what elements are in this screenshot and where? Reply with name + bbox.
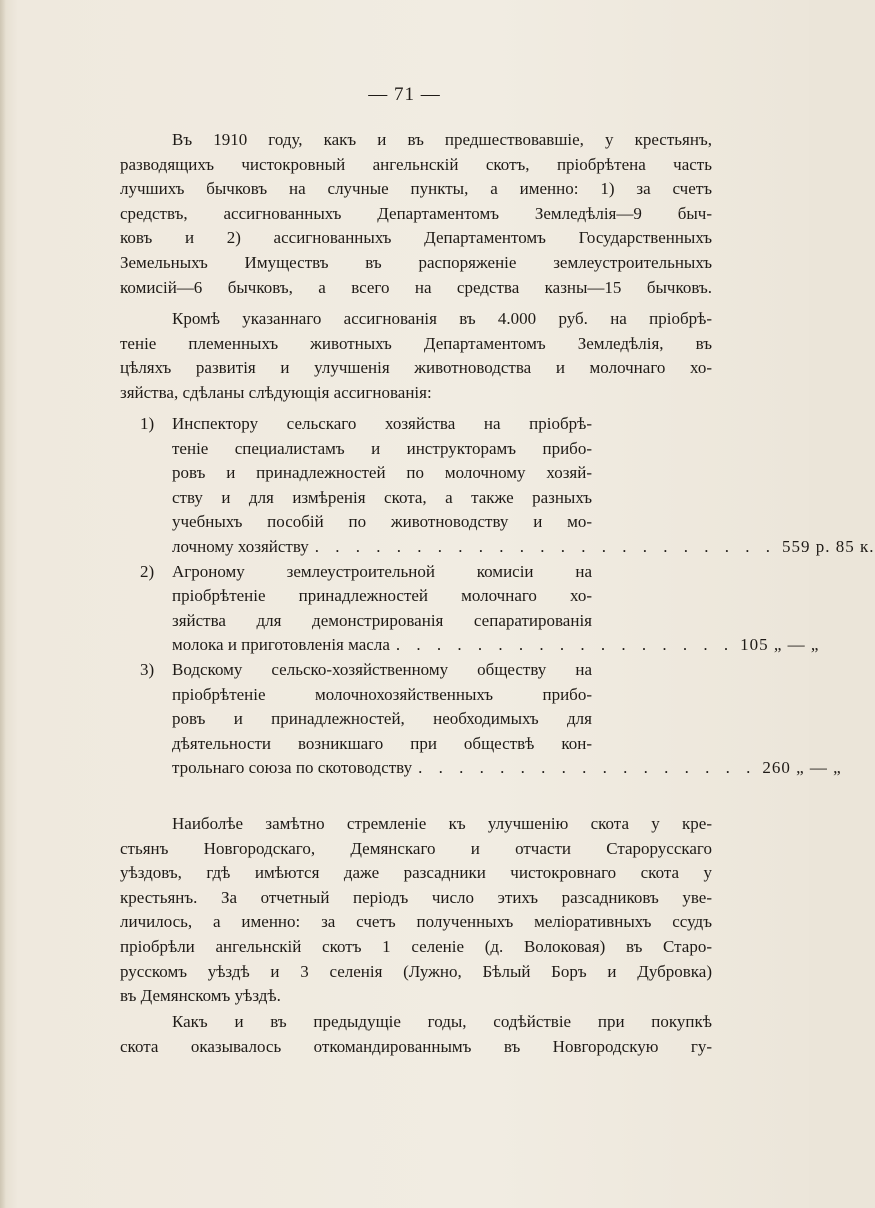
paragraph-4 bbox=[120, 1010, 712, 1059]
item-line: лочному хозяйству bbox=[172, 536, 309, 556]
page-number: — 71 — bbox=[368, 84, 441, 105]
paragraph-line: Какъ и въ предыдущіе годы, содѣйствіе при покупкѣ bbox=[172, 1012, 712, 1031]
paragraph-line: русскомъ уѣздѣ и 3 селенія (Лужно, Бѣлый Боръ и Дубровка) bbox=[120, 961, 712, 981]
paragraph-line: личилось, а именно: за счетъ полученныхъ меліоративныхъ ссудъ bbox=[120, 912, 712, 932]
item-line: зяйства для демонстрированія сепаратированія bbox=[172, 610, 592, 630]
paragraph-line: уѣздовъ, гдѣ имѣются даже разсадники чистокровнаго скота у bbox=[120, 863, 712, 883]
item-line: дѣятельности возникшаго при обществѣ кон- bbox=[172, 733, 592, 753]
page-edge-shadow bbox=[0, 0, 6, 1208]
paragraph-line: крестьянъ. За отчетный періодъ число этихъ разсадниковъ уве- bbox=[120, 887, 712, 907]
item-line: теніе специалистамъ и инструкторамъ прибо- bbox=[172, 438, 592, 458]
paragraph-line: скота оказывалось откомандированнымъ въ Новгородскую гу- bbox=[120, 1036, 712, 1056]
item-total-line bbox=[172, 633, 820, 658]
paragraph-line: стьянъ Новгородскаго, Демянскаго и отчасти Старорусскаго bbox=[120, 838, 712, 858]
paragraph-line: комисій—6 бычковъ, а всего на средства казны—15 бычковъ. bbox=[120, 277, 712, 297]
paragraph-line: пріобрѣли ангельнскій скотъ 1 селеніе (д. Волоковая) въ Старо- bbox=[120, 936, 712, 956]
paragraph-line: Земельныхъ Имуществъ въ распоряженіе землеустроительныхъ bbox=[120, 252, 712, 272]
leader-dots: . . . . . . . . . . . . . . . . . bbox=[418, 758, 757, 778]
item-line: Инспектору сельскаго хозяйства на пріобрѣ- bbox=[172, 414, 592, 433]
paragraph-line: зяйства, сдѣланы слѣдующія ассигнованія: bbox=[120, 382, 432, 402]
item-amount: 559 р. 85 к. bbox=[782, 536, 875, 556]
item-line: ровъ и принадлежностей по молочному хозяй- bbox=[172, 463, 592, 483]
paragraph-line: разводящихъ чистокровный ангельнскій скотъ, пріобрѣтена часть bbox=[120, 154, 712, 174]
paragraph-line: ковъ и 2) ассигнованныхъ Департаментомъ Государственныхъ bbox=[120, 228, 712, 248]
paragraph-line: Наиболѣе замѣтно стремленіе къ улучшенію скота у кре- bbox=[172, 814, 712, 833]
item-amount: 105 „ — „ bbox=[740, 635, 820, 655]
item-amount: 260 „ — „ bbox=[762, 758, 842, 778]
paragraph-line: Кромѣ указаннаго ассигнованія въ 4.000 руб. на пріобрѣ- bbox=[172, 309, 712, 328]
item-line: пріобрѣтеніе принадлежностей молочнаго хо- bbox=[172, 586, 592, 606]
item-line: молока и приготовленія масла bbox=[172, 635, 390, 655]
item-line: учебныхъ пособій по животноводству и мо- bbox=[172, 512, 592, 532]
list-item bbox=[120, 658, 842, 781]
paragraph-2 bbox=[120, 307, 712, 405]
paragraph-3 bbox=[120, 812, 712, 1009]
leader-dots: . . . . . . . . . . . . . . . . . bbox=[395, 635, 735, 655]
item-line: Водскому сельско-хозяйственному обществу на bbox=[172, 659, 592, 679]
item-number: 3) bbox=[140, 659, 155, 679]
paragraph-line: цѣляхъ развитія и улучшенія животноводства и молочнаго хо- bbox=[120, 358, 712, 378]
item-number: 2) bbox=[140, 561, 155, 581]
item-line: ству и для измѣренія скота, а также разныхъ bbox=[172, 487, 592, 507]
paragraph-line: въ Демянскомъ уѣздѣ. bbox=[120, 986, 281, 1006]
appropriations-list bbox=[120, 412, 875, 781]
item-total-line bbox=[172, 535, 875, 560]
paragraph-line: Въ 1910 году, какъ и въ предшествовавшіе, у крестьянъ, bbox=[172, 130, 712, 149]
paragraph-1 bbox=[120, 128, 712, 300]
item-line: ровъ и принадлежностей, необходимыхъ для bbox=[172, 709, 592, 729]
list-item bbox=[120, 560, 820, 658]
item-total-line bbox=[172, 756, 842, 781]
leader-dots: . . . . . . . . . . . . . . . . . . . . . . . bbox=[314, 536, 777, 556]
item-line: трольнаго союза по скотоводству bbox=[172, 758, 413, 778]
item-line: пріобрѣтеніе молочнохозяйственныхъ прибо- bbox=[172, 684, 592, 704]
list-item bbox=[120, 412, 875, 560]
item-line: Агроному землеустроительной комисіи на bbox=[172, 561, 592, 581]
item-number: 1) bbox=[140, 414, 155, 433]
paragraph-line: средствъ, ассигнованныхъ Департаментомъ Земледѣлія—9 быч- bbox=[120, 203, 712, 223]
paragraph-line: теніе племенныхъ животныхъ Департаментомъ Земледѣлія, въ bbox=[120, 333, 712, 353]
paragraph-line: лучшихъ бычковъ на случные пункты, а именно: 1) за счетъ bbox=[120, 179, 712, 199]
